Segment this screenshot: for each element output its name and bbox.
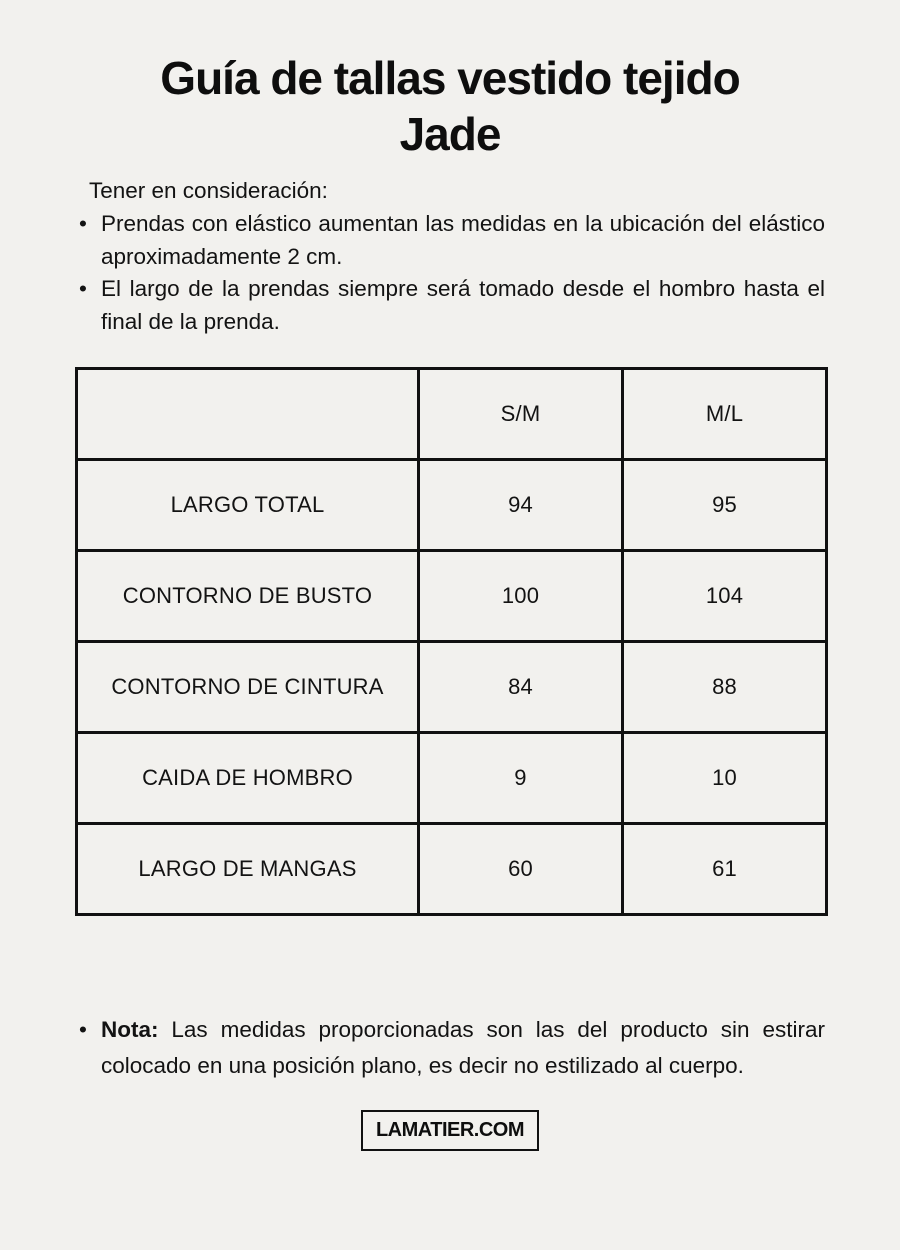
note-item [75, 1012, 825, 1084]
considerations-list [75, 208, 825, 339]
consideration-item: • Prendas con elástico aumentan las medidas en la ubicación del elástico aproximadamente 2 cm. [75, 208, 825, 273]
note-label: Nota: [101, 1016, 159, 1042]
note-section [75, 1012, 825, 1084]
page-title-line2: Jade [399, 108, 501, 161]
measure-value-sm: 100 [419, 550, 623, 641]
measure-label: LARGO DE MANGAS [77, 823, 419, 914]
size-column-header-ml: M/L [623, 368, 827, 459]
size-column-header-sm: S/M [419, 368, 623, 459]
content-area [75, 178, 825, 1151]
table-row [77, 459, 827, 550]
footer [75, 1110, 825, 1151]
size-table-header-row [77, 368, 827, 459]
measure-label: CONTORNO DE BUSTO [77, 550, 419, 641]
measure-value-sm: 84 [419, 641, 623, 732]
table-row [77, 732, 827, 823]
note-text: Las medidas proporcionadas son las del producto sin estirar colocado en una posición plano, es decir no estilizado al cuerpo. [101, 1016, 825, 1078]
measure-value-ml: 88 [623, 641, 827, 732]
considerations-section [75, 178, 825, 339]
measure-value-ml: 104 [623, 550, 827, 641]
measure-label: LARGO TOTAL [77, 459, 419, 550]
table-corner-cell [77, 368, 419, 459]
measure-value-sm: 94 [419, 459, 623, 550]
size-guide-page [0, 50, 900, 1250]
measure-value-sm: 9 [419, 732, 623, 823]
measure-value-sm: 60 [419, 823, 623, 914]
note-list [75, 1012, 825, 1084]
measure-value-ml: 10 [623, 732, 827, 823]
table-row [77, 550, 827, 641]
page-title-line1: Guía de tallas vestido tejido [160, 52, 740, 104]
measure-label: CONTORNO DE CINTURA [77, 641, 419, 732]
table-row [77, 823, 827, 914]
measure-value-ml: 61 [623, 823, 827, 914]
measure-label: CAIDA DE HOMBRO [77, 732, 419, 823]
size-table [75, 367, 828, 916]
page-title [0, 50, 900, 162]
considerations-heading: Tener en consideración: [89, 178, 328, 204]
brand-box: LAMATIER.COM [361, 1110, 539, 1151]
measure-value-ml: 95 [623, 459, 827, 550]
consideration-item: • El largo de la prendas siempre será tomado desde el hombro hasta el final de la prenda. [75, 273, 825, 338]
table-row [77, 641, 827, 732]
